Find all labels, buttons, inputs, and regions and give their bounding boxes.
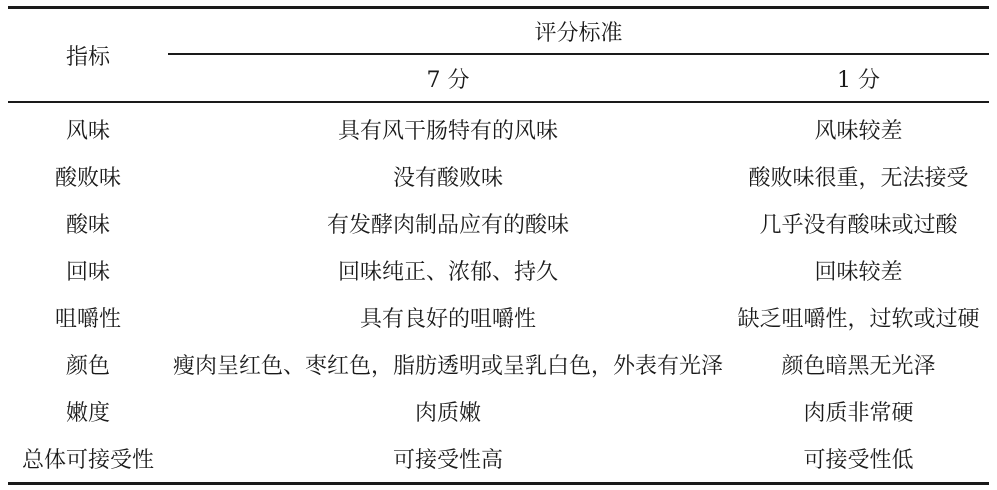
score7-cell: 瘦肉呈红色、枣红色，脂肪透明或呈乳白色，外表有光泽 [172, 354, 723, 379]
score1-cell: 颜色暗黑无光泽 [781, 354, 936, 379]
indicator-cell: 颜色 [65, 354, 110, 379]
header-score-1: 1 分 [837, 67, 880, 93]
table-row [0, 294, 997, 341]
score7-cell: 可接受性高 [392, 448, 503, 473]
table-row [0, 247, 997, 294]
indicator-cell: 嫩度 [65, 401, 110, 426]
header-score-7: 7 分 [426, 67, 470, 93]
score1-cell: 几乎没有酸味或过酸 [759, 213, 958, 238]
score7-cell: 回味纯正、浓郁、持久 [337, 260, 558, 285]
header-indicator: 指标 [65, 44, 110, 70]
table-row [0, 388, 997, 435]
indicator-cell: 咀嚼性 [54, 307, 121, 332]
indicator-cell: 酸味 [65, 213, 110, 238]
score1-cell: 缺乏咀嚼性，过软或过硬 [737, 307, 980, 332]
score7-cell: 没有酸败味 [392, 166, 503, 191]
indicator-cell: 回味 [65, 260, 110, 285]
score7-cell: 肉质嫩 [414, 401, 481, 426]
header-scoring-standard: 评分标准 [534, 20, 623, 46]
score1-cell: 可接受性低 [803, 448, 914, 473]
table-row [0, 106, 997, 153]
score7-cell: 具有风干肠特有的风味 [337, 119, 558, 144]
score1-cell: 肉质非常硬 [803, 401, 914, 426]
table-row [0, 435, 997, 482]
table-row [0, 200, 997, 247]
indicator-cell: 风味 [65, 119, 110, 144]
indicator-cell: 酸败味 [54, 166, 121, 191]
table-body [0, 106, 997, 482]
score7-cell: 有发酵肉制品应有的酸味 [326, 213, 569, 238]
score1-cell: 回味较差 [814, 260, 903, 285]
score1-cell: 酸败味很重，无法接受 [748, 166, 969, 191]
table-row [0, 341, 997, 388]
score7-cell: 具有良好的咀嚼性 [359, 307, 536, 332]
table-bottom-rule [8, 482, 989, 485]
header-bottom-rule [8, 101, 989, 103]
table-row [0, 153, 997, 200]
indicator-cell: 总体可接受性 [21, 448, 154, 473]
score1-cell: 风味较差 [814, 119, 903, 144]
